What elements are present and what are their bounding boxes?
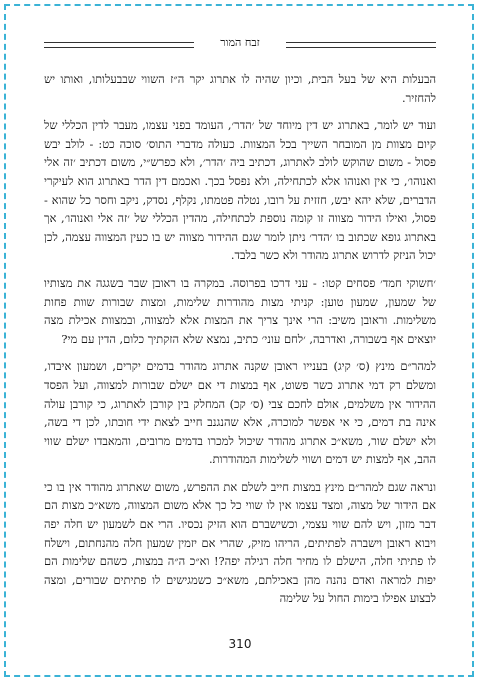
- body-text: [44, 70, 436, 608]
- document-page: [44, 32, 436, 662]
- paragraph: ונראה שגם למהר״ם מינץ במצות חייב לשלם את ההפרש, משום שאתרוג מהודר אין בו כי אם הידור של מצוה, ומצד עצמו אין לו שווי כל כך אלא משום המצווה, משא״כ מצות הם דבר מזון, ויש להם שווי עצמי, וכשישברם הוא הזיק נכסיו. הרי אם לשמעון יש חלה יפה ויבוא ראובן וישברה לפתיתים, הריהו מזיק, שהרי אם יזמין שמעון חלה מהנחתום, וישלח לו פתיתי חלה, הישלם לו מחיר חלה רגילה יפה?! וא״כ ה״ה במצות, כשהם שלימות הם יפות למראה ואדם נהנה מהן באכילתם, משא״כ כשמגישים לו פתיתים שבורים, ומצה לבצוע אפילו בימות החול על שלימה: [44, 479, 436, 606]
- running-header: [44, 32, 436, 60]
- paragraph: למהר״ם מינץ (ס׳ קיג) בענייו ראובן שקנה אתרוג מהודר בדמים יקרים, ושמעון איבדו, ומשלם רק דמי אתרוג כשר פשוט, אף במצות די אם ישלם שבורות למצווה, ועל הפסד ההידור אין משלמים, אולם לחכם צבי (ס׳ קכ) המחלק בין קורבן לאתרוג, כי קורבן עולה אינה בת דמים, כי אי אפשר למוכרה, אלא שהנגנב חייב לצאת ידי חובתו, לכן די בשה, ולא ישלם שור, משא״כ אתרוג מהודר שיכול למכרו בדמים מרובים, והמאבדו ישלם שווי ההב, אף למצות יש דמים ושווי לשלימות המהודרות.: [44, 359, 436, 467]
- header-rule-left: [44, 42, 194, 48]
- page-number: 310: [228, 637, 252, 651]
- paragraph: הבעלות היא של בעל הבית, וכיון שהיה לו אתרוג יקר ה״ז השווי שבבעלותו, ואותו יש להחזיר.: [44, 72, 436, 105]
- header-rule-right: [286, 42, 436, 48]
- paragraph: ועוד יש לומר, באתרוג יש דין מיוחד של ׳הדר׳, העומד בפני עצמו, מעבר לדין הכללי של קיום מצוות מן המובחר השייך בכל המצוות. כעולה מדברי התוס׳ סוכה כט: - לולב יבש פסול - משום שהוקש לולב לאתרוג, דכתיב ביה ׳הדר׳, ולא כפרש״י, משום דכתיב ׳זה אלי ואנוהו׳, כי אין ואנוהו אלא לכתחילה, ולא נפסל בכך. ואכמם דין הדר באתרוג הוא לעיקרי הדברים, שלא יהא יבש, חזזית על רובו, נטלה פטמתו, נקלף, נסדק, ניקב וחסר כל שהוא - פסול, ואילו הידור מצווה זו קומה נוספת לכתחילה, מהדין הכללי של ׳זה אלי ואנוהו׳, אך באתרוג גופא שכתוב בו ׳הדר׳ ניתן לומר שגם ההידור מצווה יש בו כעין המצווה עצמה, לכן יכול הניזק לדרוש אתרוג מהודר ולא כשר בלבד.: [44, 118, 436, 263]
- paragraph: ׳חשוקי חמד׳ פסחים קטו: - עני דרכו בפרוסה. במקרה בו ראובן שבר בשגגה את מצותיו של שמעון, שמעון טוען: קניתי מצות מהודרות שלימות, ומצות שבורות שוות פחות משלימות. וראובן משיב: הרי אינך צריך את המצות אלא למצווה, ובמצוות אכילת מצה יוצאים אף בשבורה, ואדרבה, ׳לחם עוני׳ כתיב, נמצא שלא הזקתיך כלום, הדין עם מי?: [44, 275, 436, 346]
- header-title: זבח המור: [220, 36, 260, 49]
